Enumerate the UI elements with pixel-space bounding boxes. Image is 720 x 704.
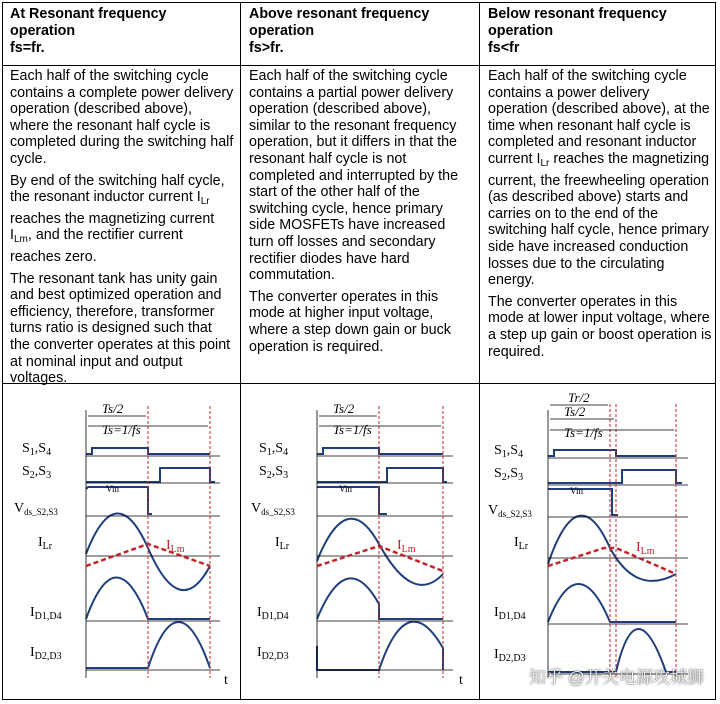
s14-label: $S_1,S_4$ — [259, 441, 289, 458]
text-resonant — [6, 68, 238, 392]
s14-label: $S_1,S_4$ — [22, 441, 52, 458]
header-condition: fs=fr. — [10, 40, 45, 56]
s23-label: $S_2,S_3$ — [259, 464, 289, 481]
ilr-label: $I_{Lr}$ — [275, 535, 290, 552]
ilr-label: $I_{Lr}$ — [514, 535, 529, 552]
s23-label: $S_2,S_3$ — [494, 466, 524, 483]
id14-label: $I_{D1,D4}$ — [257, 605, 289, 622]
paragraph: Each half of the switching cycle contains a partial power delivery operation (described above), similar to the resonant frequency operation, but it differs in that the resonant half cycle is not completed and interrupted by the start of the other half of the switching cycle, hence primary side MOSFETs have increased turn off losses and secondary rectifier diodes have hard commutation. — [249, 68, 459, 284]
ts-full-label: Ts=1/fs — [102, 422, 141, 437]
vin-label: Vin — [570, 486, 583, 496]
ts-half-label: Ts/2 — [102, 401, 124, 416]
paragraph: The converter operates in this mode at lower input voltage, where a step up gain or boost operation is required. — [488, 293, 712, 360]
header-below — [482, 2, 718, 64]
vds-label: $V_{ds\_S2,S3}$ — [14, 501, 58, 517]
time-axis-label: t — [459, 673, 463, 688]
paragraph: The converter operates in this mode at higher input voltage, where a step down gain or buck operation is required. — [249, 288, 451, 355]
time-axis-label: t — [224, 673, 228, 688]
vin-label: Vin — [339, 484, 352, 494]
s14-label: $S_1,S_4$ — [494, 443, 524, 460]
ilr-label: $I_{Lr}$ — [38, 535, 53, 552]
vds-label: $V_{ds\_S2,S3}$ — [488, 503, 532, 519]
id14-label: $I_{D1,D4}$ — [494, 605, 526, 622]
vin-label: Vin — [106, 484, 119, 494]
id23-label: $I_{D2,D3}$ — [257, 645, 289, 662]
header-condition: fs<fr — [488, 40, 520, 56]
header-title: Above resonant frequency operation — [249, 6, 430, 39]
paragraph: By end of the switching half cycle, the resonant inductor current $I_{Lr}$ reaches the magnetizing current $I_{Lm}$, and the rectifier current reaches zero. — [10, 172, 225, 265]
ilm-label: $I_{Lm}$ — [397, 538, 416, 555]
paragraph: The resonant tank has unity gain and best optimized operation and efficiency, therefore, transformer turns ratio is designed such that the converter operates at this point at nominal input and output voltages. — [10, 270, 231, 387]
header-title: At Resonant frequency operation — [10, 6, 167, 39]
ilm-label: $I_{Lm}$ — [636, 540, 655, 557]
tr-half-label: Tr/2 — [568, 390, 590, 405]
waveform-resonant — [10, 386, 236, 700]
text-below — [484, 68, 716, 365]
id23-label: $I_{D2,D3}$ — [30, 645, 62, 662]
waveform-below — [486, 386, 712, 700]
header-resonant — [4, 2, 240, 64]
vds-label: $V_{ds\_S2,S3}$ — [251, 501, 295, 517]
id23-label: $I_{D2,D3}$ — [494, 647, 526, 664]
ts-full-label: Ts=1/fs — [564, 425, 603, 440]
ts-half-label: Ts/2 — [564, 404, 586, 419]
id14-label: $I_{D1,D4}$ — [30, 605, 62, 622]
paragraph: Each half of the switching cycle contains a power delivery operation (described above), at the time when resonant half cycle is completed and resonant inductor current $I_{Lr}$ reaches the magnetizing current, the freewheeling operation (as described above) starts and carries on to the end of the switching half cycle, hence primary side have increased conduction losses due to the circulating energy. — [488, 68, 710, 289]
waveform-above — [247, 386, 473, 700]
header-condition: fs>fr. — [249, 40, 284, 56]
text-above — [245, 68, 477, 360]
watermark: 知乎 @开关电源攻城狮 — [529, 668, 704, 687]
ilm-label: $I_{Lm}$ — [166, 538, 185, 555]
header-title: Below resonant frequency operation — [488, 6, 667, 39]
paragraph: Each half of the switching cycle contains a complete power delivery operation (described above), where the resonant half cycle is completed during the switching half cycle. — [10, 68, 234, 167]
header-above — [243, 2, 479, 64]
ts-full-label: Ts=1/fs — [333, 422, 372, 437]
ts-half-label: Ts/2 — [333, 401, 355, 416]
s23-label: $S_2,S_3$ — [22, 464, 52, 481]
